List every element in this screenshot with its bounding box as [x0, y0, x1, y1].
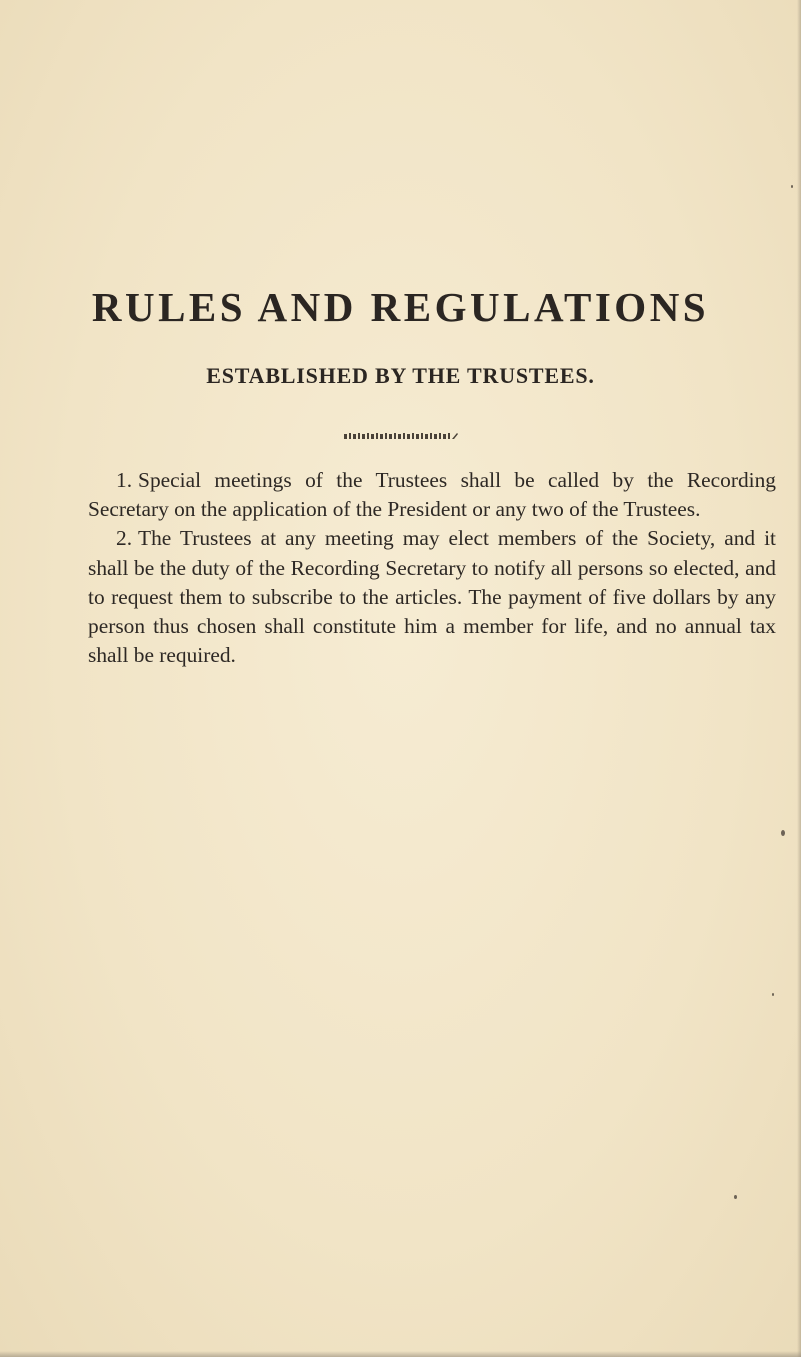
paper-speck [734, 1195, 737, 1199]
page-title: RULES AND REGULATIONS [91, 284, 710, 330]
paper-speck [791, 185, 793, 188]
page-edge-shadow [797, 0, 801, 1357]
rule-item [88, 466, 776, 524]
rule-text: The Trustees at any meeting may elect members of the Society, and it shall be the duty of the Recording Secretary to notify all persons so elected, and to request them to subscribe to the articles. The payment of five dollars by any person thus chosen shall constitute him a member for life, and no annual tax shall be required. [88, 526, 776, 668]
decorative-rule [344, 432, 458, 440]
rules-body [88, 466, 776, 670]
rule-number: 2. [116, 526, 133, 551]
paper-speck [781, 830, 785, 836]
page-subtitle: ESTABLISHED BY THE TRUSTEES. [206, 363, 595, 388]
paper-speck [772, 993, 774, 996]
page-bottom-edge [0, 1351, 801, 1357]
rule-item [88, 524, 776, 670]
rule-number: 1. [116, 468, 133, 492]
rule-text: Special meetings of the Trustees shall be called by the Recording Secretary on the application of the President or any two of the Trustees. [88, 468, 776, 522]
